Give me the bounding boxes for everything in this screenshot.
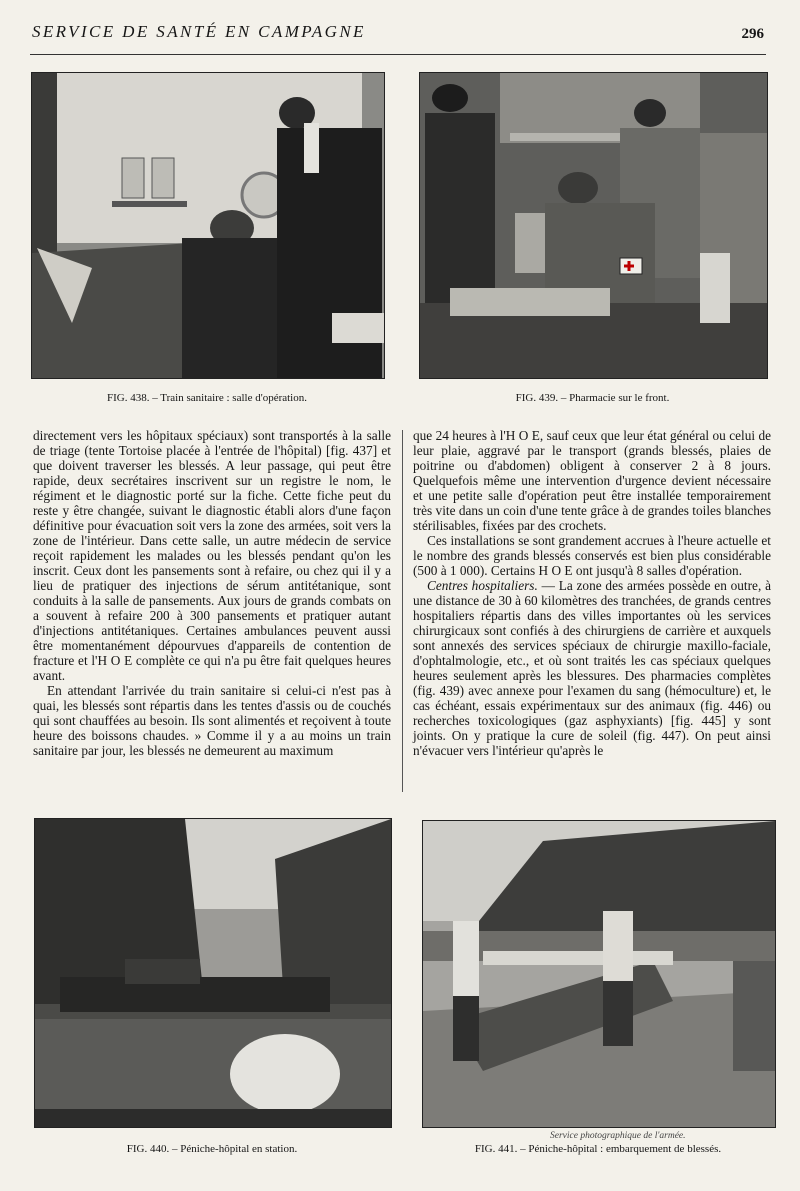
photo-pharmacy-front bbox=[419, 72, 768, 379]
column-rule bbox=[402, 430, 403, 792]
caption-fig-439 bbox=[419, 392, 766, 404]
paragraph: que 24 heures à l'H O E, sauf ceux que leur état général ou celui de leur plaie, aggravé par le transport (grands blessés, plaies de poitrine ou d'abdomen) obligent à conserver 2 à 8 jours. Quelquefois même une intervention d'urgence devient nécessaire et une petite salle d'opération peut être installée temporairement très vite dans un coin d'une tente grâce à de grandes toiles blanches stérilisables, fixées par des crochets. bbox=[413, 428, 771, 533]
figure-caption: – Péniche-hôpital : embarquement de blessés. bbox=[520, 1143, 722, 1155]
page-number: 296 bbox=[741, 26, 764, 42]
photo-credit: Service photographique de l'armée. bbox=[550, 1131, 686, 1141]
text-column-right bbox=[413, 428, 771, 758]
caption-fig-440 bbox=[34, 1143, 390, 1155]
figure-label: FIG. 440. bbox=[126, 1143, 170, 1155]
caption-fig-438 bbox=[31, 392, 383, 404]
figure-label: FIG. 439. bbox=[515, 392, 559, 404]
header-rule bbox=[30, 54, 766, 55]
paragraph-text: — La zone des armées possède en outre, à une distance de 30 à 60 kilomètres des tranchées, de grands centres hospitaliers répartis dans des villes importantes où les services chirurgicaux sont confiés à des chirurgiens de carrière et auxquels sont annexés des services spéciaux de chirurgie maxillo-faciale, d'ophtalmologie, etc., et où sont traités les cas spéciaux quelques heures seulement après les blessures. Des pharmacies complètes (fig. 439) avec annexe pour l'examen du sang (hémoculture) et, le cas échéant, essais expérimentaux sur des animaux (fig. 446) ou recherches toxicologiques (gaz asphyxiants) [fig. 445] y sont joints. On y pratique la cure de soleil (fig. 447). On peut ainsi n'évacuer vers l'intérieur qu'après le bbox=[413, 578, 771, 758]
section-heading: Centres hospitaliers. bbox=[427, 578, 538, 593]
paragraph: directement vers les hôpitaux spéciaux) sont transportés à la salle de triage (tente Tortoise placée à l'entrée de l'hôpital) [fig. 437] et que doivent traverser les blessés. A leur passage, qui peut être rapide, deux secrétaires inscrivent sur un registre le nom, le régiment et le diagnostic porté sur la fiche. Cette fiche peut du reste y être changée, suivant le diagnostic établi alors d'une façon définitive pour évacuation soit vers la zone des armées, soit vers la zone de l'intérieur. Dans cette salle, un autre médecin de service reçoit rapidement les malades ou les blessés pendant qu'on les inscrit. Ceux dont les pansements sont à refaire, ou chez qui il y a lieu de pratiquer des injections de sérum antitétanique, sont conduits à la salle de pansements. Aux jours de grands combats on a souvent à refaire 200 à 300 pansements et pratiquer autant d'injections antitétaniques. Certaines ambulances peuvent aussi être momentanément dépourvues d'appareils de contention de fracture et l'H O E complète ce qui n'a pu être fait quelques heures avant. bbox=[33, 428, 391, 683]
paragraph: En attendant l'arrivée du train sanitaire si celui-ci n'est pas à quai, les blessés sont répartis dans les tentes d'assis ou de couchés qui sont chauffées au besoin. Ils sont alimentés et reçoivent à toute heure des boissons chaudes. » Comme il y a au moins un train sanitaire par jour, les blessés ne demeurent au maximum bbox=[33, 683, 391, 758]
figure-caption: – Pharmacie sur le front. bbox=[560, 392, 670, 404]
text-column-left bbox=[33, 428, 391, 758]
photo-train-operating-room bbox=[31, 72, 385, 379]
paragraph bbox=[413, 578, 771, 758]
figure-label: FIG. 441. bbox=[474, 1143, 518, 1155]
running-header: SERVICE DE SANTÉ EN CAMPAGNE bbox=[32, 22, 366, 41]
photo-hospital-barge-station bbox=[34, 818, 392, 1128]
caption-fig-441 bbox=[422, 1143, 774, 1155]
figure-caption: – Péniche-hôpital en station. bbox=[171, 1143, 298, 1155]
figure-label: FIG. 438. bbox=[107, 392, 150, 404]
figure-caption: – Train sanitaire : salle d'opération. bbox=[152, 392, 307, 404]
photo-barge-boarding-wounded bbox=[422, 820, 776, 1128]
paragraph: Ces installations se sont grandement accrues à l'heure actuelle et le nombre des grands blessés conservés est bien plus considérable (500 à 1 000). Certains H O E ont jusqu'à 8 salles d'opération. bbox=[413, 533, 771, 578]
